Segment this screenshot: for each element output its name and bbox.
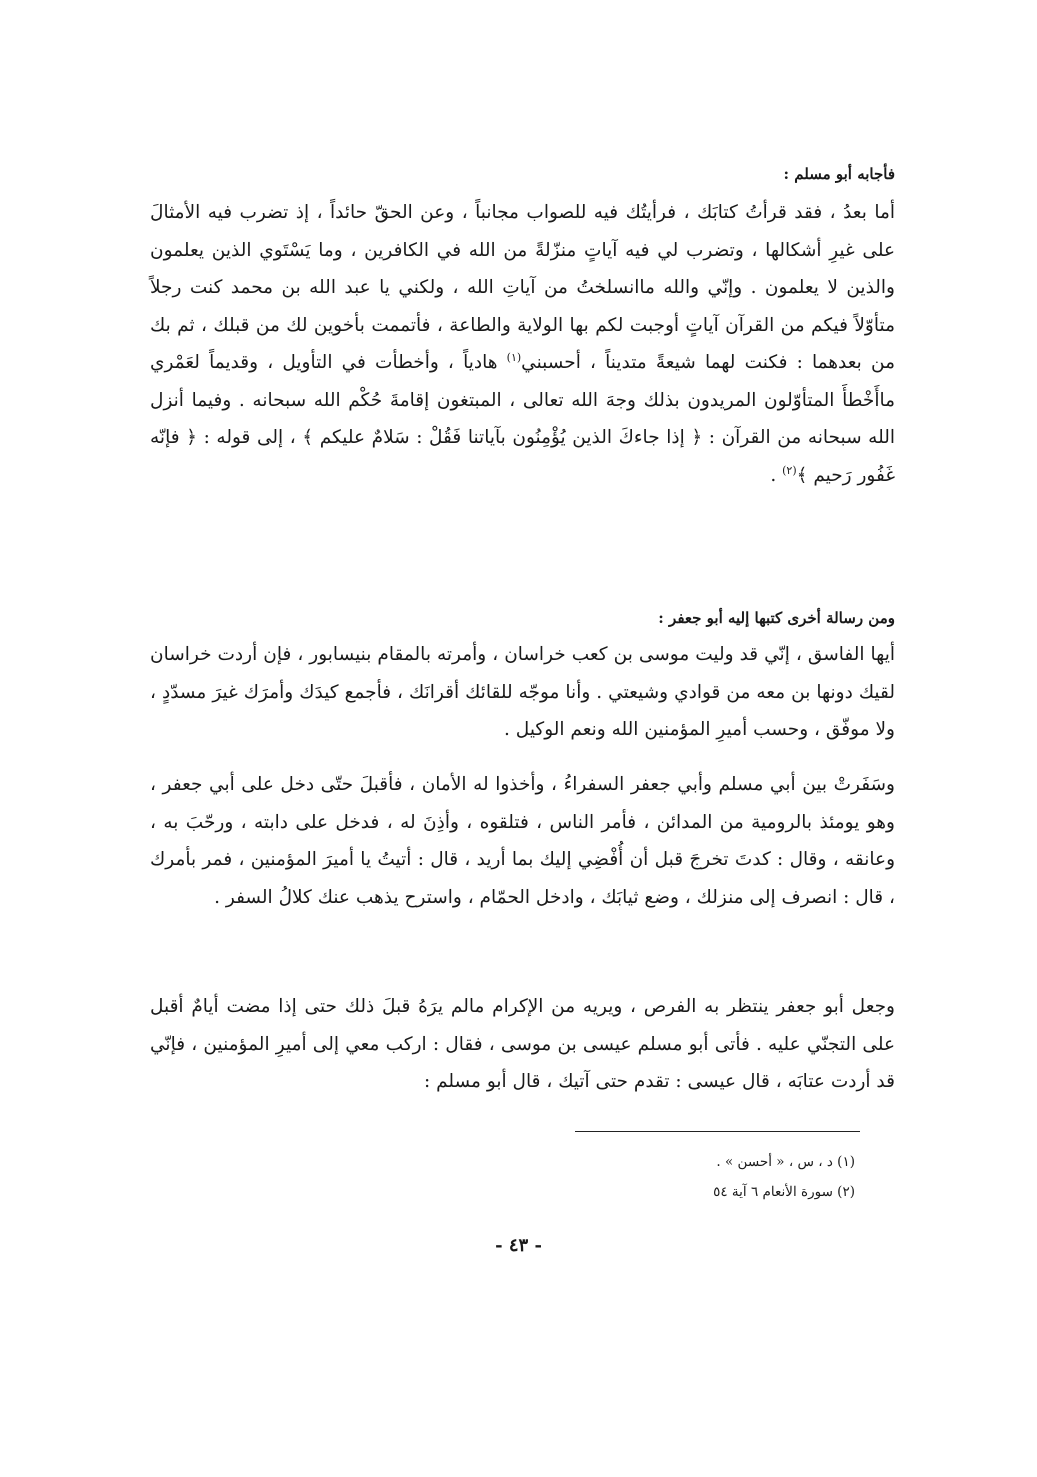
footnote-divider (575, 1131, 860, 1132)
section-2 (150, 606, 895, 749)
section-1-heading: فأجابه أبو مسلم : (783, 165, 895, 183)
section-2-paragraph: أيها الفاسق ، إنّي قد وليت موسى بن كعب خراسان ، وأمرته بالمقام بنيسابور ، فإن أردت خراسان لقيك دونها بن معه من قوادي وشيعتي . وأنا موجّه للقائك أقرانَك ، فأجمع كيدَك وأمرَك غيرَ مسدّدٍ ، ولا موفّق ، وحسب أميرِ المؤمنين الله ونعم الوكيل . (150, 644, 895, 740)
footnote-2: (٢) سورة الأنعام ٦ آية ٥٤ (713, 1184, 855, 1200)
footnote-1: (١) د ، س ، « أحسن » . (716, 1154, 855, 1170)
section-2-heading: ومن رسالة أخرى كتبها إليه أبو جعفر : (658, 609, 895, 627)
page-number: - ٤٣ - (495, 1235, 542, 1256)
section-1-paragraph: أما بعدُ ، فقد قرأتُ كتابَك ، فرأيتُك فيه للصواب مجانباً ، وعن الحقّ حائداً ، إذ تضرب فيه الأمثالَ على غيرِ أشكالها ، وتضرب لي فيه آياتٍ منزّلةً من الله في الكافرين ، وما يَسْتَوي الذين يعلمون والذين لا يعلمون . وإنّي والله ماانسلختُ من آياتِ الله ، ولكني يا عبد الله بن محمد كنت رجلاً متأوّلاً فيكم من القرآن آياتٍ أوجبت لكم بها الولاية والطاعة ، فأتممت بأخوين لك من قبلك ، ثم بك من بعدهما : فكنت لهما شيعةً متديناً ، أحسبني$^{(١)}$ هادياً ، وأخطأت في التأويل ، وقديماً لعَمْري ماأَخْطأَ المتأوّلون المريدون بذلك وجهَ الله تعالى ، المبتغون إقامةَ حُكْم الله سبحانه . وفيما أنزل الله سبحانه من القرآن : ﴿ إذا جاءكَ الذين يُؤْمِنُون بآياتنا فَقُلْ : سَلامٌ عليكم ﴾ ، إلى قوله : ﴿ فإنّه غَفُور رَحيم ﴾$^{(٢)}$ . (150, 202, 895, 486)
footnote-ref-2: (٢) (782, 463, 797, 477)
paragraph-3: وسَفَرتْ بين أبي مسلم وأبي جعفر السفراءُ ، وأخذوا له الأمان ، فأقبلَ حتّى دخل على أبي جعفر ، وهو يومئذ بالرومية من المدائن ، فأمر الناس ، فتلقوه ، وأذِنَ له ، فدخل على دابته ، ورحّبَ به ، وعانقه ، وقال : كدتَ تخرجَ قبل أن أُفْضِي إليك بما أريد ، قال : أتيتُ يا أميرَ المؤمنين ، فمر بأمرك ، قال : انصرف إلى منزلك ، وضع ثيابَك ، وادخل الحمّام ، واسترح يذهب عنك كلالُ السفر . (150, 774, 895, 908)
footnote-ref-1: (١) (506, 350, 522, 364)
paragraph-4: وجعل أبو جعفر ينتظر به الفرص ، ويريه من الإكرام مالم يرَهُ قبلَ ذلك حتى إذا مضت أيامٌ أقبل على التجنّي عليه . فأتى أبو مسلم عيسى بن موسى ، فقال : اركب معي إلى أميرِ المؤمنين ، فإنّي قد أردت عتابَه ، قال عيسى : تقدم حتى آتيك ، قال أبو مسلم : (150, 996, 895, 1092)
section-1 (150, 162, 895, 494)
